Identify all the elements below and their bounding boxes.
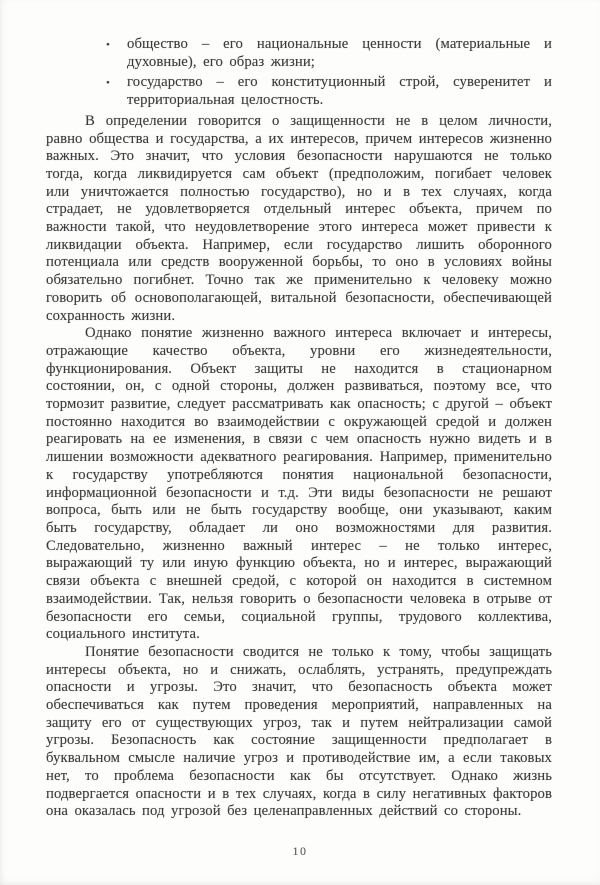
paragraph: Однако понятие жизненно важного интереса включает и интересы, отражающие качество объекта, уровни его жизнедеятельности, функционирования. Объект защиты не находится в стационарном состоянии, он, с одной стороны, должен развиваться, поэтому все, что тормозит развитие, следует рассматривать как опасность; с другой – объект постоянно находится во взаимодействии с окружающей средой и должен реагировать на ее изменения, в связи с чем опасность нужно видеть и в лишении возможности адекватного реагирования. Например, применительно к государству употребляются понятия национальной безопасности, информационной безопасности и т.д. Эти виды безопасности не решают вопроса, быть или не быть государству вообще, они указывают, каким быть государству, обладает ли оно возможностями для развития. Следовательно, жизненно важный интерес – не только интерес, выражающий ту или иную функцию объекта, но и интерес, выражающий связи объекта с внешней средой, с которой он находится в системном взаимодействии. Так, нельзя говорить о безопасности человека в отрыве от безопасности его семьи, социальной группы, трудового коллектива, социального института. xyxy=(46,325,552,643)
list-item xyxy=(46,36,552,71)
list-item xyxy=(46,74,552,109)
bullet-icon: • xyxy=(106,77,110,90)
list-item-text: общество – его национальные ценности (материальные и духовные), его образ жизни; xyxy=(127,36,552,70)
bullet-list xyxy=(46,36,552,110)
list-item-text: государство – его конституционный строй, суверенитет и территориальная целостность. xyxy=(127,74,552,109)
paragraph: В определении говорится о защищенности не в целом личности, равно общества и государства, а их интересов, причем интересов жизненно важных. Это значит, что условия безопасности нарушаются не только тогда, когда ликвидируется сам объект (предположим, погибает человек или уничтожается полностью государство), но и в тех случаях, когда страдает, не удовлетворяется отдельный интерес объекта, причем по важности такой, что неудовлетворение этого интереса может привести к ликвидации объекта. Например, если государство лишить оборонного потенциала или средств вооруженной борьбы, то оно в условиях войны обязательно погибнет. Точно так же применительно к человеку можно говорить об основополагающей, витальной безопасности, обеспечивающей сохранность жизни. xyxy=(46,112,552,324)
page-content xyxy=(46,36,552,821)
bullet-icon: • xyxy=(106,39,110,51)
page-number: 10 xyxy=(292,844,308,858)
paragraph: Понятие безопасности сводится не только к тому, чтобы защищать интересы объекта, но и снижать, ослаблять, устранять, предупреждать опасности и угрозы. Это значит, что безопасность объекта может обеспечиваться как путем проведения мероприятий, направленных на защиту его от существующих угроз, так и путем нейтрализации самой угрозы. Безопасность как состояние защищенности предполагает в буквальном смысле наличие угроз и противодействие им, а если таковых нет, то проблема безопасности как бы отсутствует. Однако жизнь подвергается опасности и в тех случаях, когда в силу негативных факторов она оказалась под угрозой без целенаправленных действий со стороны. xyxy=(46,643,552,820)
